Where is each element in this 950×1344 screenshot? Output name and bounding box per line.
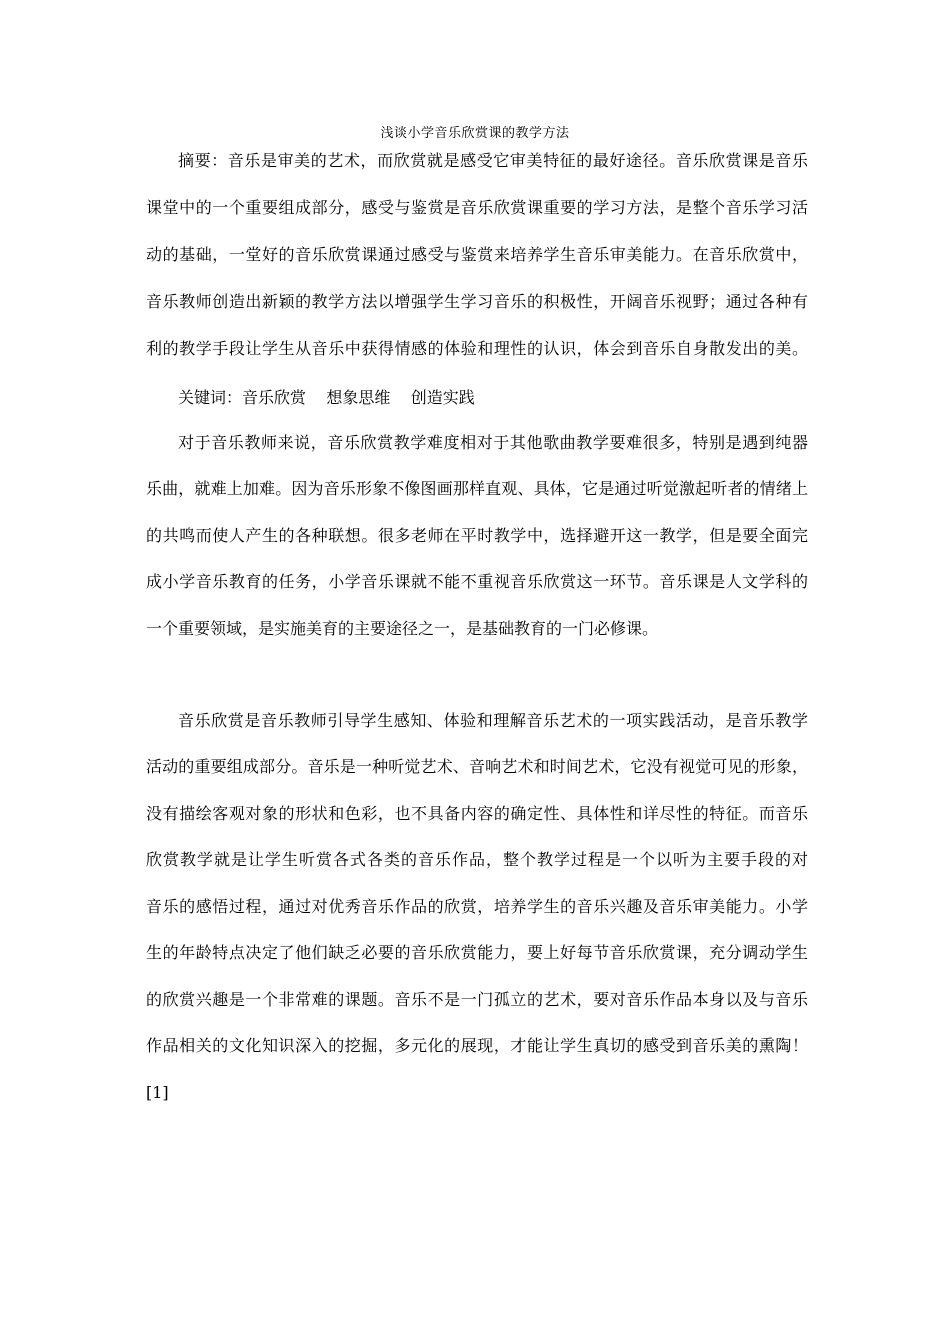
keywords-line: 关键词：音乐欣赏 想象思维 创造实践 bbox=[178, 388, 475, 407]
paragraph-line: 音乐欣赏是音乐教师引导学生感知、体验和理解音乐艺术的一项实践活动，是音乐教学 bbox=[178, 711, 808, 730]
paragraph-line: 音乐的感悟过程，通过对优秀音乐作品的欣赏，培养学生的音乐兴趣及音乐审美能力。小学 bbox=[146, 897, 808, 916]
abstract-line: 音乐教师创造出新颖的教学方法以增强学生学习音乐的积极性，开阔音乐视野；通过各种有 bbox=[146, 292, 808, 311]
document-title: 浅谈小学音乐欣赏课的教学方法 bbox=[380, 126, 570, 141]
paragraph-line: 对于音乐教师来说，音乐欣赏教学难度相对于其他歌曲教学要难很多，特别是遇到纯器 bbox=[178, 433, 808, 452]
paragraph-line: 欣赏教学就是让学生听赏各式各类的音乐作品，整个教学过程是一个以听为主要手段的对 bbox=[146, 850, 808, 869]
paragraph-line: 没有描绘客观对象的形状和色彩，也不具备内容的确定性、具体性和详尽性的特征。而音乐 bbox=[146, 804, 808, 823]
paragraph-line: 成小学音乐教育的任务，小学音乐课就不能不重视音乐欣赏这一环节。音乐课是人文学科的 bbox=[146, 572, 808, 591]
paragraph-line: 生的年龄特点决定了他们缺乏必要的音乐欣赏能力，要上好每节音乐欣赏课，充分调动学生 bbox=[146, 943, 808, 962]
abstract-line: 利的教学手段让学生从音乐中获得情感的体验和理性的认识，体会到音乐自身散发出的美。 bbox=[146, 339, 808, 358]
paragraph-line: 乐曲，就难上加难。因为音乐形象不像图画那样直观、具体，它是通过听觉激起听者的情绪上 bbox=[146, 479, 808, 498]
paragraph-line: 的共鸣而使人产生的各种联想。很多老师在平时教学中，选择避开这一教学，但是要全面完 bbox=[146, 526, 808, 545]
abstract-line: 动的基础，一堂好的音乐欣赏课通过感受与鉴赏来培养学生音乐审美能力。在音乐欣赏中， bbox=[146, 245, 808, 264]
paragraph-line: 活动的重要组成部分。音乐是一种听觉艺术、音响艺术和时间艺术，它没有视觉可见的形象， bbox=[146, 757, 808, 776]
abstract-line: 摘要：音乐是审美的艺术，而欣赏就是感受它审美特征的最好途径。音乐欣赏课是音乐 bbox=[178, 151, 808, 170]
reference-marker: [1] bbox=[146, 1083, 169, 1102]
abstract-line: 课堂中的一个重要组成部分，感受与鉴赏是音乐欣赏课重要的学习方法，是整个音乐学习活 bbox=[146, 198, 808, 217]
paragraph-line: 作品相关的文化知识深入的挖掘，多元化的展现，才能让学生真切的感受到音乐美的熏陶！ bbox=[146, 1036, 808, 1055]
paragraph-line: 一个重要领域，是实施美育的主要途径之一，是基础教育的一门必修课。 bbox=[146, 619, 659, 638]
paragraph-line: 的欣赏兴趣是一个非常难的课题。音乐不是一门孤立的艺术，要对音乐作品本身以及与音乐 bbox=[146, 990, 808, 1009]
